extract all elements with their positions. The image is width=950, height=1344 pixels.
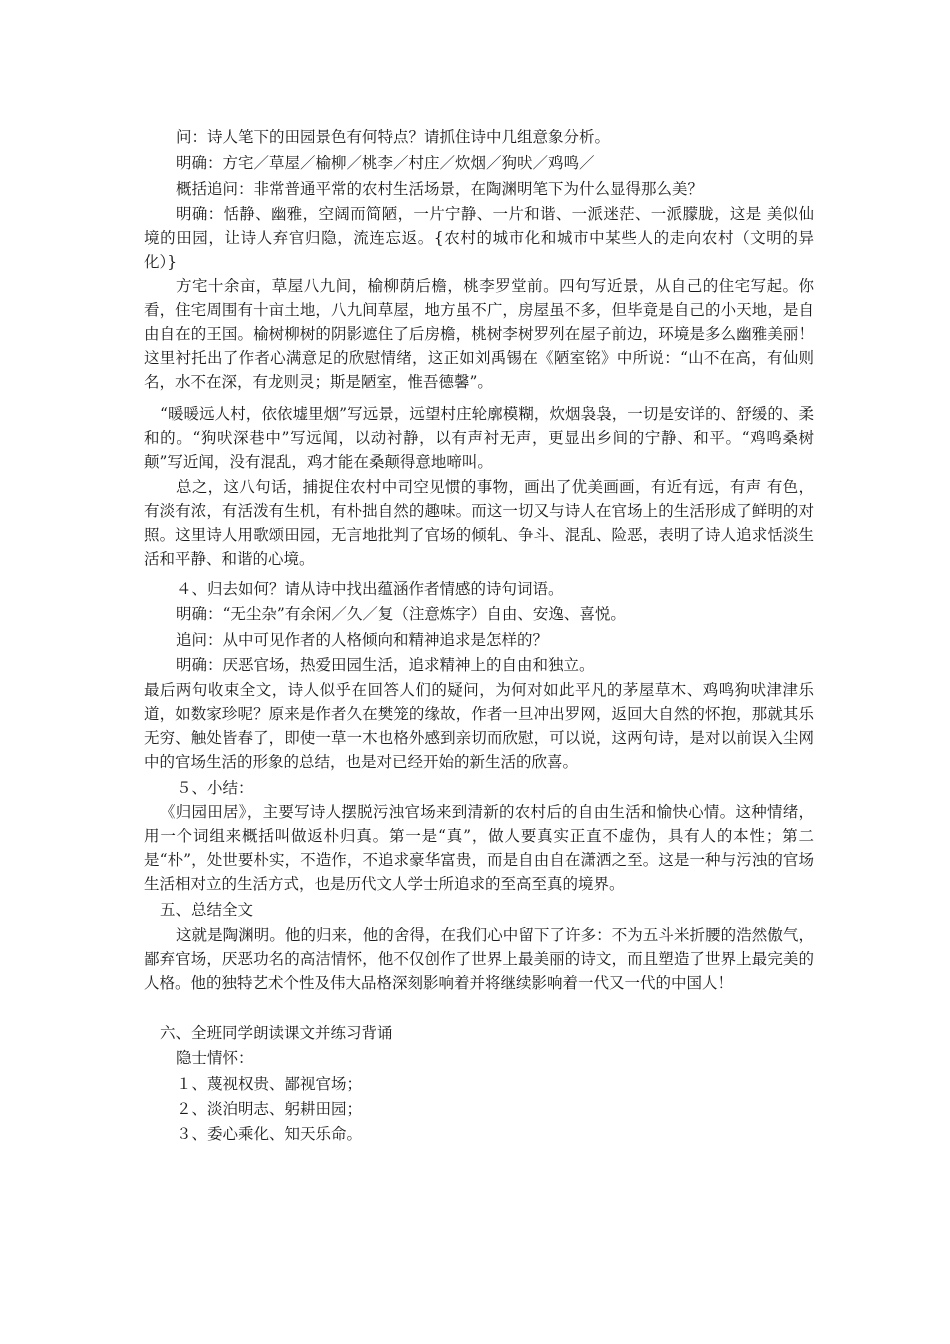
paragraph-14: 《归园田居》，主要写诗人摆脱污浊官场来到清新的农村后的自由生活和愉快心情。这种情绪，用一个词组来概括叫做返朴归真。第一是“真”，做人要真实正直不虚伪，具有人的本性；第二是“朴”，处世要朴实，不造作，不追求豪华富贵，而是自由自在潇洒之至。这是一种与污浊的官场生活相对立的生活方式，也是历代文人学士所追求的至高至真的境界。: [144, 803, 814, 893]
paragraph-19: １、蔑视权贵、鄙视官场；: [176, 1075, 363, 1093]
paragraph-3: 概括追问：非常普通平常的农村生活场景，在陶渊明笔下为什么显得那么美？: [176, 180, 704, 198]
followup-question: [144, 177, 814, 201]
paragraph-13: ５、小结：: [176, 779, 254, 797]
far-view-analysis: [144, 402, 814, 474]
paragraph-2: 明确：方宅／草屋／榆柳／桃李／村庄／炊烟／狗吠／鸡鸣／: [176, 154, 595, 172]
paragraph-6: “暖暖远人村，依依墟里烟”写远景，远望村庄轮廓模糊，炊烟袅袅，一切是安详的、舒缓的、柔和的。“狗吠深巷中”写远闻，以动衬静，以有声衬无声，更显出乡间的宁静、和平。“鸡鸣桑树颠”写近闻，没有混乱，鸡才能在桑颠得意地啼叫。: [144, 405, 814, 471]
question-4: [144, 577, 814, 601]
answer-4: [144, 602, 814, 626]
paragraph-9: 明确：“无尘杂”有余闲／久／复（注意炼字）自由、安逸、喜悦。: [176, 605, 626, 623]
paragraph-8: ４、归去如何？请从诗中找出蕴涵作者情感的诗句词语。: [176, 580, 564, 598]
paragraph-18: 隐士情怀：: [176, 1049, 254, 1067]
conclusion-paragraph: [144, 923, 814, 995]
section-six-heading: [144, 1021, 814, 1045]
closing-lines-analysis: [144, 678, 814, 774]
paragraph-11: 明确：厌恶官场，热爱田园生活，追求精神上的自由和独立。: [176, 656, 595, 674]
paragraph-21: ３、委心乘化、知天乐命。: [176, 1125, 363, 1143]
paragraph-15: 五、总结全文: [160, 901, 254, 919]
paragraph-16: 这就是陶渊明。他的归来，他的舍得，在我们心中留下了许多：不为五斗米折腰的浩然傲气，鄙弃官场，厌恶功名的高洁情怀，他不仅创作了世界上最美丽的诗文，而且塑造了世界上最完美的人格。他的独特艺术个性及伟大品格深刻影响着并将继续影响着一代又一代的中国人！: [144, 926, 814, 992]
followup-4: [144, 628, 814, 652]
question-landscape: [144, 125, 814, 149]
hermit-item-3: [144, 1122, 814, 1146]
paragraph-10: 追问：从中可见作者的人格倾向和精神追求是怎样的？: [176, 631, 549, 649]
near-view-analysis: [144, 274, 814, 394]
answer-tranquil: [144, 202, 814, 274]
answer-followup-4: [144, 653, 814, 677]
answer-imagery: [144, 151, 814, 175]
hermit-item-2: [144, 1097, 814, 1121]
paragraph-4: 明确：恬静、幽雅，空阔而简陋，一片宁静、一片和谐、一派迷茫、一派朦胧，这是 美似仙境的田园，让诗人弃官归隐，流连忘返。{农村的城市化和城市中某些人的走向农村（文明的异化）}: [144, 205, 814, 271]
hermit-item-1: [144, 1072, 814, 1096]
paragraph-1: 问：诗人笔下的田园景色有何特点？请抓住诗中几组意象分析。: [176, 128, 611, 146]
summary-paragraph: [144, 800, 814, 896]
paragraph-5: 方宅十余亩，草屋八九间，榆柳荫后檐，桃李罗堂前。四句写近景，从自己的住宅写起。你看，住宅周围有十亩土地，八九间草屋，地方虽不广，房屋虽不多，但毕竟是自己的小天地，是自由自在的王国。榆树柳树的阴影遮住了后房檐，桃树李树罗列在屋子前边，环境是多么幽雅美丽！这里衬托出了作者心满意足的欣慰情绪，这正如刘禹锡在《陋室铭》中所说：“山不在高，有仙则名，水不在深，有龙则灵；斯是陋室，惟吾德馨”。: [144, 277, 814, 391]
paragraph-7: 总之，这八句话，捕捉住农村中司空见惯的事物，画出了优美画画，有近有远，有声 有色，有淡有浓，有活泼有生机，有朴拙自然的趣味。而这一切又与诗人在官场上的生活形成了鲜明的对照。这里诗人用歌颂田园，无言地批判了官场的倾轧、争斗、混乱、险恶，表明了诗人追求恬淡生活和平静、和谐的心境。: [144, 478, 814, 568]
section-5-heading: [144, 776, 814, 800]
paragraph-17: 六、全班同学朗读课文并练习背诵: [160, 1024, 393, 1042]
paragraph-20: ２、淡泊明志、躬耕田园；: [176, 1100, 363, 1118]
section-five-heading: [144, 898, 814, 922]
summary-eight-lines: [144, 475, 814, 571]
paragraph-12: 最后两句收束全文，诗人似乎在回答人们的疑问，为何对如此平凡的茅屋草木、鸡鸣狗吠津津乐道，如数家珍呢？原来是作者久在樊笼的缘故，作者一旦冲出罗网，返回大自然的怀抱，那就其乐无穷、触处皆春了，即使一草一木也格外感到亲切而欣慰，可以说，这两句诗，是对以前误入尘网中的官场生活的形象的总结，也是对已经开始的新生活的欣喜。: [144, 681, 814, 771]
hermit-feelings-heading: [144, 1046, 814, 1070]
